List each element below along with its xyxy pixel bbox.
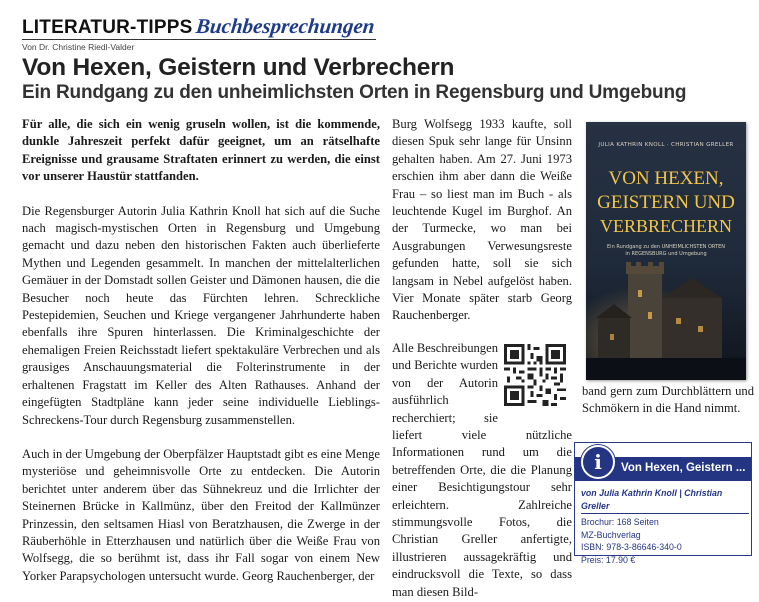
cover-authors: JULIA KATHRIN KNOLL · CHRISTIAN GRELLER xyxy=(598,142,734,148)
section-subtitle: Buchbesprechungen xyxy=(195,14,377,38)
cover-title-line-3: VERBRECHERN xyxy=(599,216,733,236)
book-cover xyxy=(586,122,746,380)
info-icon-letter: i xyxy=(594,450,602,474)
book-cover-art xyxy=(586,122,746,380)
article-paragraph: Die Regensburger Autorin Julia Kathrin Knoll hat sich auf die Suche nach magisch-mystischen Orten in Regensburg und Umgebung gemacht und dazu neben den historischen Fakten auch überlieferte Mythen und Legenden gesammelt. In manchen der mittelalterlichen Gemäuer in der Domstadt sollen Geister und Dämonen hausen, die die Besucher noch heute das Fürchten lehren. Schreckliche Pestepidemien, Seuchen und Kriege vergangener Jahrhunderte haben ebenfalls ihre Spuren hinterlassen. Die Kriminalgeschichte der ehemaligen Freien Reichsstadt liefert spektakuläre Verbrechen und als grausiges Anschauungsmaterial die Folterinstrumente in der erhaltenen Fragstatt im Keller des Alten Rathauses. Anhand der eingefügten Stadtpläne kann jeder seine individuelle Lieblings-Schreckens-Tour durch Regensburg zusammenstellen. xyxy=(22,203,380,427)
section-title: LITERATUR-TIPPS xyxy=(22,17,193,38)
article-paragraph: band gern zum Durchblättern und Schmökern in die Hand nimmt. xyxy=(582,384,754,416)
section-header xyxy=(22,14,375,40)
article-paragraph-with-qr xyxy=(392,340,572,601)
info-details xyxy=(581,487,749,566)
byline: Von Dr. Christine Riedl-Valder xyxy=(22,42,135,52)
qr-code-graphic xyxy=(504,344,566,406)
info-isbn: ISBN: 978-3-86646-340-0 xyxy=(581,542,682,552)
book-info-box xyxy=(574,442,752,565)
article-headline: Von Hexen, Geistern und Verbrechern xyxy=(22,54,455,81)
cover-tagline-1: Ein Rundgang zu den UNHEIMLICHSTEN ORTEN xyxy=(607,244,725,250)
info-icon xyxy=(581,445,615,479)
text-column-2 xyxy=(392,116,572,601)
qr-code[interactable] xyxy=(504,344,572,414)
article-paragraph: Burg Wolfsegg 1933 kaufte, soll diesen Spuk sehr lange für Unsinn gehalten haben. Am 27. Juni 1973 erschien ihm aber dann die Weiße Frau – so liest man im Buch - als leuchtende Kugel im Burghof. An der Turmecke, wo man bei Ausgrabungen Verwesungsreste gefunden hatte, soll sie sich langsam in Nebel aufgelöst haben. Vier Monate später starb Georg Rauchenberger. xyxy=(392,117,572,323)
text-column-1 xyxy=(22,116,380,602)
cover-title-line-2: GEISTERN UND xyxy=(597,192,735,213)
cover-title-line-1: VON HEXEN, xyxy=(608,168,724,189)
text-column-3 xyxy=(582,383,754,435)
header-divider xyxy=(22,39,376,40)
info-price: Preis: 17.90 € xyxy=(581,554,636,565)
article-paragraph-text: Alle Beschreibungen und Berichte wurden von der Autorin ausführlich recherchiert; sie liefert viele nützliche Informationen rund um die betreffenden Orte, die die Planung einer Besichtigungstour sehr erleichtern. Zahlreiche stimmungsvolle Fotos, die Christian Greller anfertigte, illustrieren aussagekräftig und eindrucksvoll die Texte, so dass man diesen Bild- xyxy=(392,340,572,599)
info-authors: von Julia Kathrin Knoll | Christian Greller xyxy=(581,487,749,514)
article-subheadline: Ein Rundgang zu den unheimlichsten Orten in Regensburg und Umgebung xyxy=(22,82,687,103)
info-publisher: MZ-Buchverlag xyxy=(581,529,641,540)
article-paragraph: Auch in der Umgebung der Oberpfälzer Hauptstadt gibt es eine Menge mysteriöse und geheimnisvolle Orte zu entdecken. Die Autorin berichtet unter anderem über das Sühnekreuz und die Irrlichter der Steinernen Brücke in Kallmünz, über den Freitod der Kallmünzer Prinzessin, den seltsamen Hiasl von Beratzhausen, die Zwerge in der Räuberhöhle in Etterzhausen und natürlich über die Weiße Frau von Wolfsegg, die so berühmt ist, dass ihr Fall sogar von einem New Yorker Parapsychologen untersucht wurde. Georg Rauchenberger, der xyxy=(22,446,380,583)
article-lead: Für alle, die sich ein wenig gruseln wollen, ist die kommende, dunkle Jahreszeit perfekt dafür geeignet, um an rätselhafte Ereignisse und grausame Straftaten erinnert zu werden, die einst vor unserer Haustür stattfanden. xyxy=(22,117,380,184)
info-title: Von Hexen, Geistern ... xyxy=(621,462,746,474)
info-format: Brochur: 168 Seiten xyxy=(581,517,659,527)
cover-tagline-2: in REGENSBURG und Umgebung xyxy=(625,251,707,257)
